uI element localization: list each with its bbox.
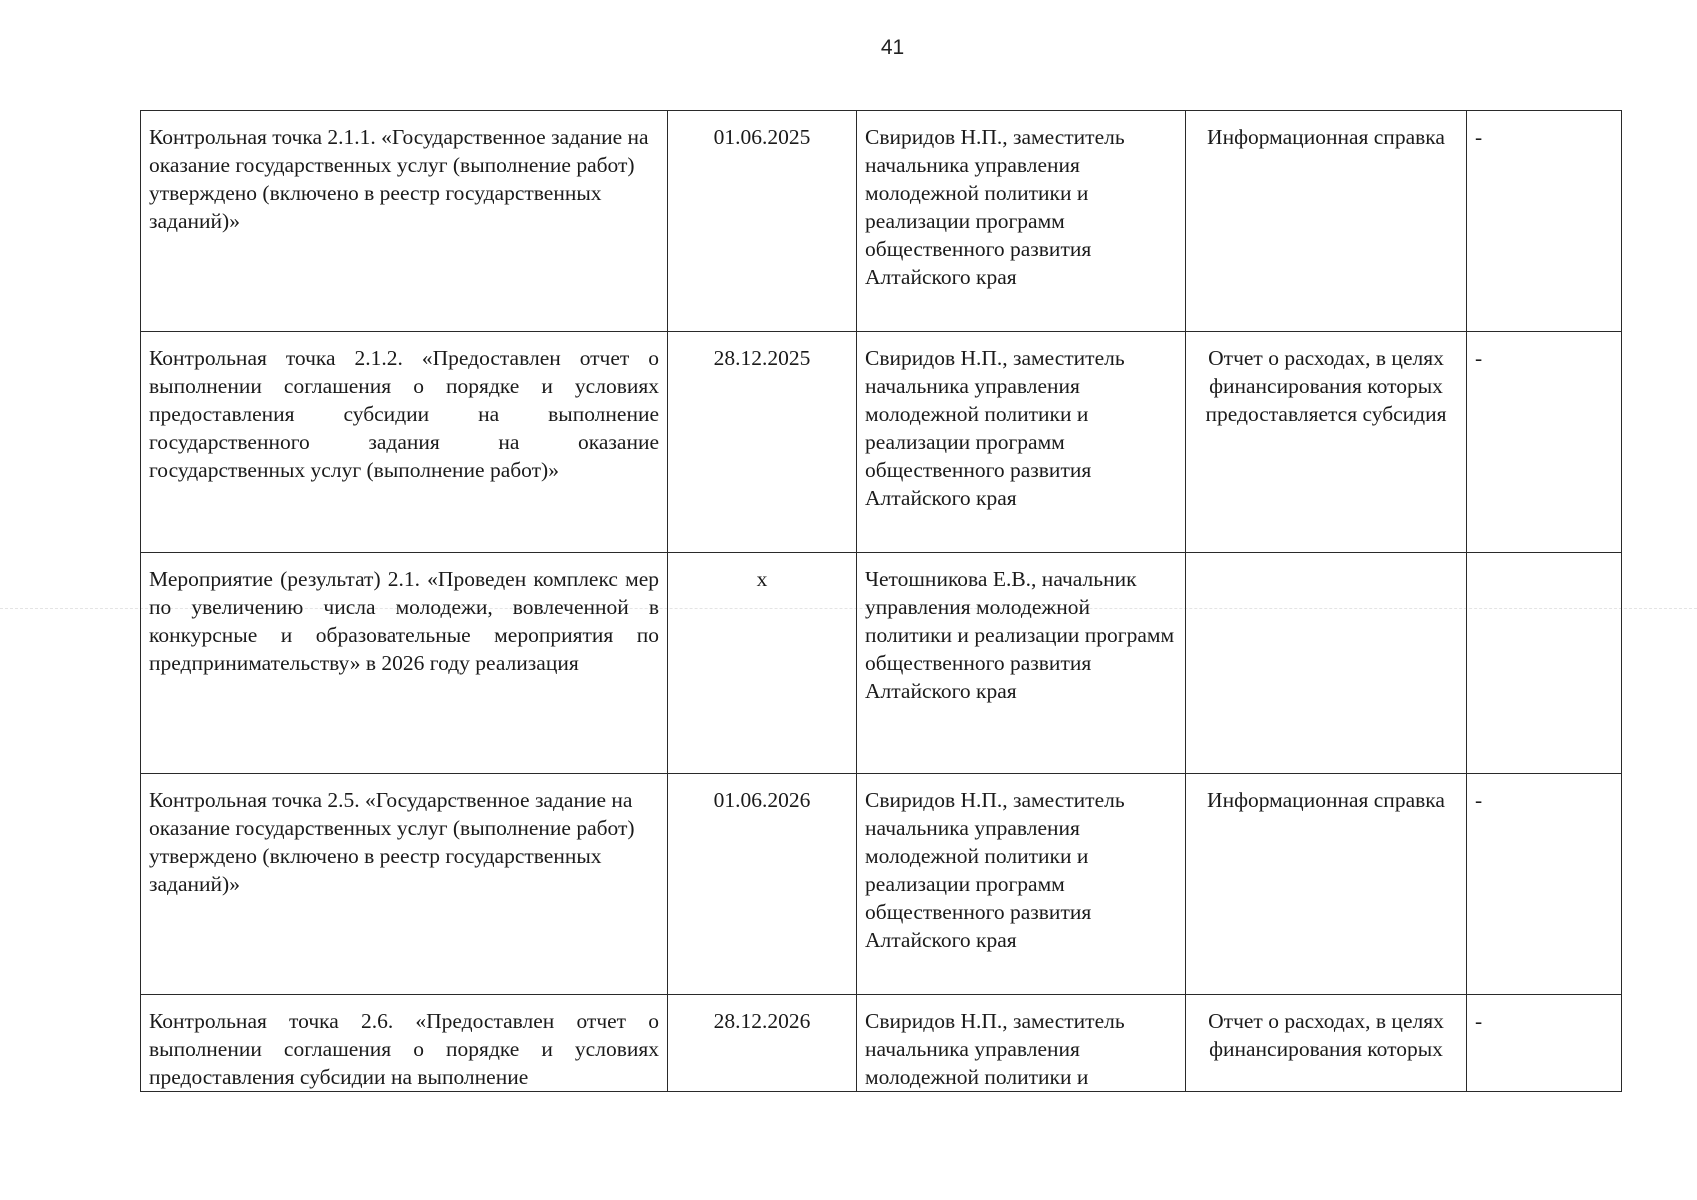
cell-note <box>1467 553 1622 774</box>
cell-note <box>1467 995 1622 1092</box>
cell-date: х <box>668 553 857 774</box>
cell-name-text: Контрольная точка 2.6. «Предоставлен отчет о выполнении соглашения о порядке и условиях предоставления субсидии на выполнение <box>149 1009 659 1089</box>
cell-responsible: Свиридов Н.П., заместитель начальника управления молодежной политики и реализации программ общественного развития Алтайского края <box>857 111 1186 332</box>
table-row <box>141 553 1622 774</box>
cell-date: 28.12.2025 <box>668 332 857 553</box>
cell-document-text: Отчет о расходах, в целях финансирования которых <box>1208 1009 1444 1061</box>
cell-responsible: Свиридов Н.П., заместитель начальника управления молодежной политики и реализации программ общественного развития Алтайского края <box>857 774 1186 995</box>
cell-name: Контрольная точка 2.5. «Государственное задание на оказание государственных услуг (выполнение работ) утверждено (включено в реестр государственных заданий)» <box>141 774 668 995</box>
cell-date <box>668 995 857 1092</box>
cell-document: Информационная справка <box>1186 774 1467 995</box>
cell-note-text: - <box>1475 1009 1483 1033</box>
table-row <box>141 111 1622 332</box>
cell-responsible-text: Свиридов Н.П., заместитель начальника управления молодежной политики и <box>865 1009 1125 1089</box>
cell-date-text: 28.12.2026 <box>713 1009 811 1033</box>
cell-date: 01.06.2026 <box>668 774 857 995</box>
cell-date: 01.06.2025 <box>668 111 857 332</box>
table-row <box>141 332 1622 553</box>
cell-responsible: Свиридов Н.П., заместитель начальника управления молодежной политики и реализации программ общественного развития Алтайского края <box>857 332 1186 553</box>
cell-note: - <box>1467 332 1622 553</box>
cell-responsible <box>857 995 1186 1092</box>
table-row <box>141 995 1622 1092</box>
cell-name: Мероприятие (результат) 2.1. «Проведен комплекс мер по увеличению числа молодежи, вовлеченной в конкурсные и образовательные мероприятия по предпринимательству» в 2026 году реализация <box>141 553 668 774</box>
cell-name <box>141 995 668 1092</box>
cell-document: Отчет о расходах, в целях финансирования которых предоставляется субсидия <box>1186 332 1467 553</box>
plan-table <box>140 110 1622 1092</box>
table-row <box>141 774 1622 995</box>
cell-document: Информационная справка <box>1186 111 1467 332</box>
page-number: 41 <box>880 36 905 59</box>
cell-name: Контрольная точка 2.1.2. «Предоставлен отчет о выполнении соглашения о порядке и условиях предоставления субсидии на выполнение государственного задания на оказание государственных услуг (выполнение работ)» <box>141 332 668 553</box>
cell-document <box>1186 995 1467 1092</box>
cell-note: - <box>1467 111 1622 332</box>
cell-note: - <box>1467 774 1622 995</box>
cell-name: Контрольная точка 2.1.1. «Государственное задание на оказание государственных услуг (выполнение работ) утверждено (включено в реестр государственных заданий)» <box>141 111 668 332</box>
cell-responsible: Четошникова Е.В., начальник управления молодежной политики и реализации программ общественного развития Алтайского края <box>857 553 1186 774</box>
cell-document <box>1186 553 1467 774</box>
